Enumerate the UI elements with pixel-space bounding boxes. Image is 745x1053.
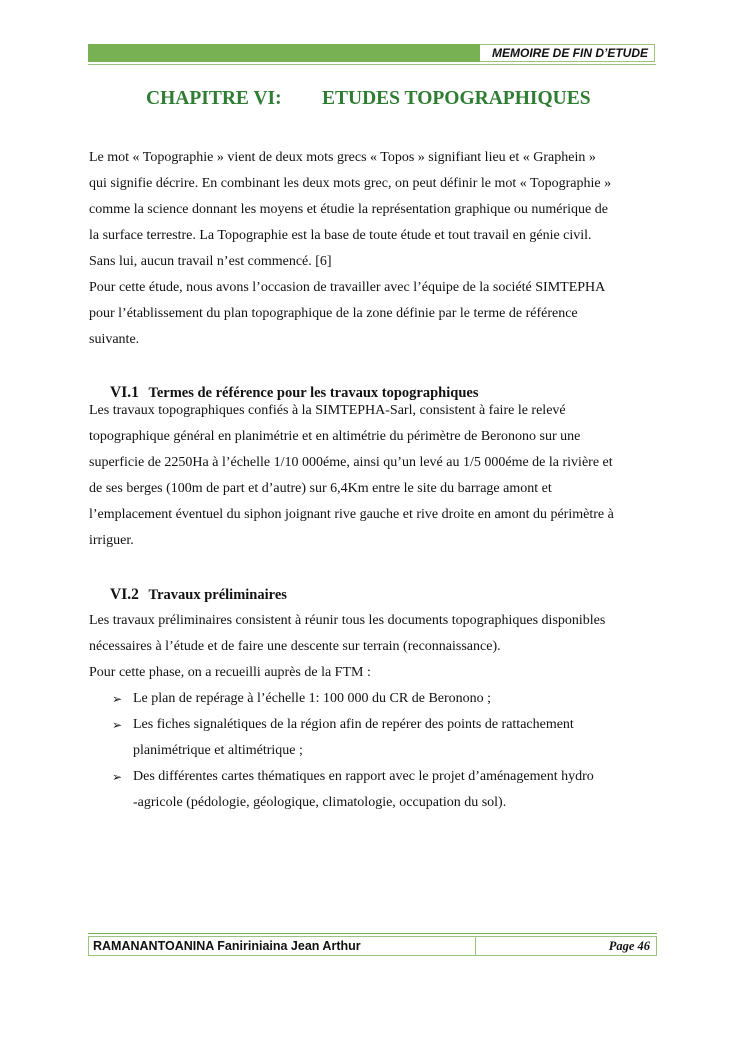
header-title-box <box>480 44 655 62</box>
header-divider <box>88 64 656 65</box>
text-line: superficie de 2250Ha à l’échelle 1/10 000éme, ainsi qu’un levé au 1/5 000éme de la rivière et <box>89 455 613 470</box>
section-2-number: VI.2 <box>110 586 139 603</box>
section-1-title: Termes de référence pour les travaux topographiques <box>148 385 479 401</box>
text-line: Pour cette phase, on a recueilli auprès de la FTM : <box>89 665 371 680</box>
text-line: suivante. <box>89 332 140 347</box>
text-line: nécessaires à l’étude et de faire une descente sur terrain (reconnaissance). <box>89 639 501 654</box>
footer-author: RAMANANTOANINA Faniriniaina Jean Arthur <box>89 937 476 955</box>
list-item <box>89 712 655 764</box>
header-green-band <box>88 44 480 62</box>
text-line: planimétrique et altimétrique ; <box>133 743 303 758</box>
text-line: Le plan de repérage à l’échelle 1: 100 000 du CR de Beronono ; <box>133 691 492 706</box>
text-line: Le mot « Topographie » vient de deux mots grecs « Topos » signifiant lieu et « Graphein » <box>89 150 596 165</box>
text-line: pour l’établissement du plan topographique de la zone définie par le terme de référence <box>89 306 578 321</box>
page-footer <box>88 936 657 956</box>
text-line: comme la science donnant les moyens et étudie la représentation graphique ou numérique de <box>89 202 608 217</box>
page-header <box>88 44 656 62</box>
text-line: Pour cette étude, nous avons l’occasion de travailler avec l’équipe de la société SIMTEPHA <box>89 280 606 295</box>
arrow-bullet-icon: ➢ <box>112 692 123 706</box>
section-2-title: Travaux préliminaires <box>148 587 287 603</box>
list-item <box>89 764 655 816</box>
text-line: Les fiches signalétiques de la région afin de repérer des points de rattachement <box>133 717 574 732</box>
list-item <box>89 686 655 712</box>
section-2-heading <box>110 586 287 604</box>
text-line: -agricole (pédologie, géologique, climatologie, occupation du sol). <box>133 795 507 810</box>
text-line: Des différentes cartes thématiques en rapport avec le projet d’aménagement hydro <box>133 769 594 784</box>
text-line: topographique général en planimétrie et en altimétrie du périmètre de Beronono sur une <box>89 429 581 444</box>
chapter-number: CHAPITRE VI: <box>146 88 282 109</box>
section-2-paragraph <box>89 608 655 816</box>
bullet-list <box>89 686 655 816</box>
text-line: Sans lui, aucun travail n’est commencé. [6] <box>89 254 332 269</box>
footer-page-number: Page 46 <box>608 939 650 953</box>
section-1-paragraph <box>89 398 655 554</box>
chapter-title: ETUDES TOPOGRAPHIQUES <box>322 88 591 109</box>
footer-divider <box>88 933 657 934</box>
intro-paragraph <box>89 145 655 353</box>
text-line: la surface terrestre. La Topographie est la base de toute étude et tout travail en génie civil. <box>89 228 592 243</box>
text-line: irriguer. <box>89 533 134 548</box>
text-line: l’emplacement éventuel du siphon joignant rive gauche et rive droite en amont du périmètre à <box>89 507 614 522</box>
text-line: Les travaux topographiques confiés à la SIMTEPHA-Sarl, consistent à faire le relevé <box>89 403 566 418</box>
section-1-number: VI.1 <box>110 384 139 401</box>
arrow-bullet-icon: ➢ <box>112 718 123 732</box>
text-line: Les travaux préliminaires consistent à réunir tous les documents topographiques disponibles <box>89 613 606 628</box>
header-title: MEMOIRE DE FIN D’ETUDE <box>491 46 648 60</box>
text-line: de ses berges (100m de part et d’autre) sur 6,4Km entre le site du barrage amont et <box>89 481 552 496</box>
text-line: qui signifie décrire. En combinant les deux mots grec, on peut définir le mot « Topographie » <box>89 176 612 191</box>
arrow-bullet-icon: ➢ <box>112 770 123 784</box>
